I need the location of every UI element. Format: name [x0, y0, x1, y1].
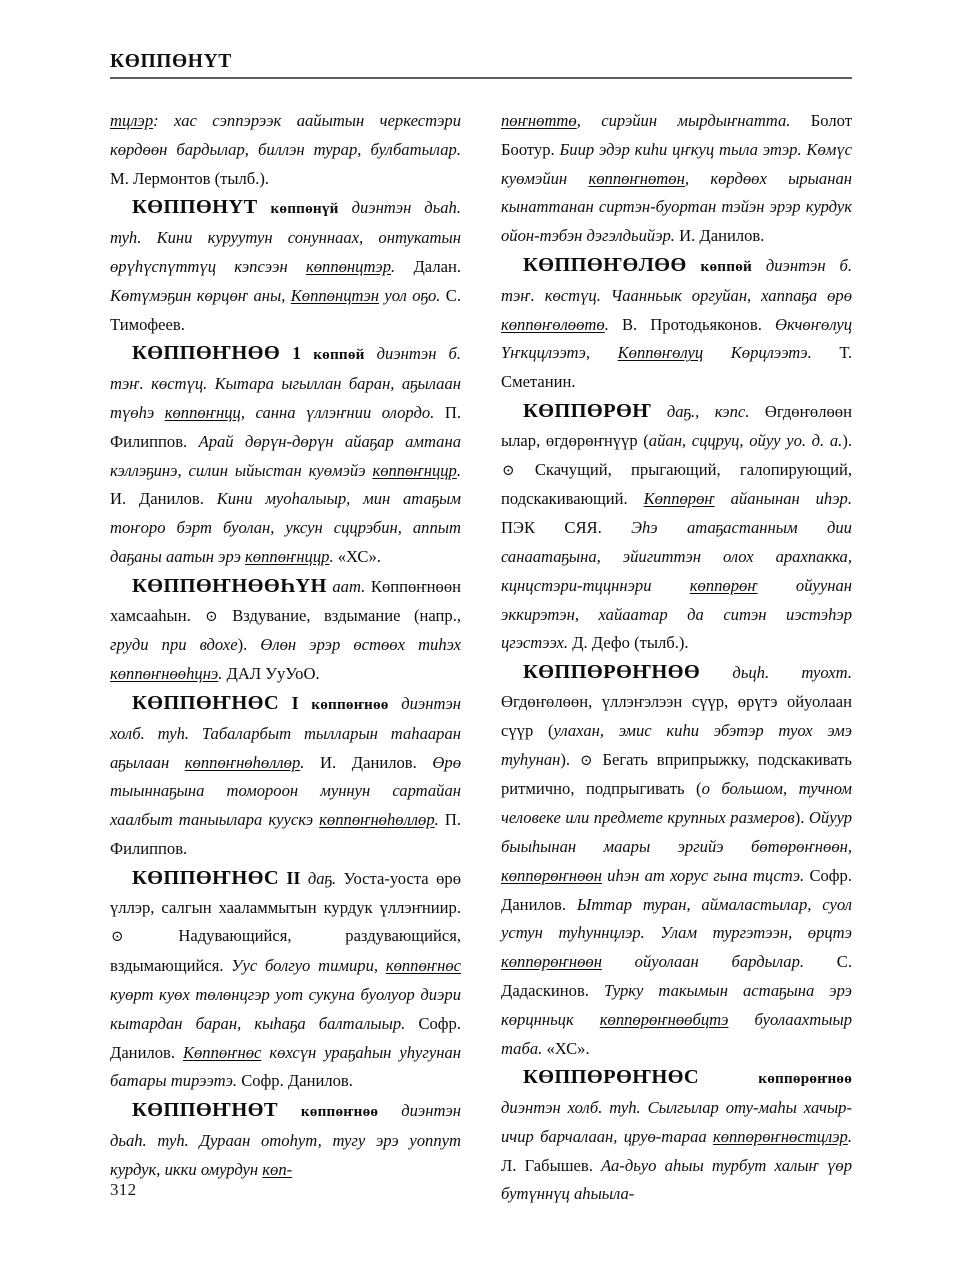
header-divider [110, 77, 852, 79]
entry-continuation [501, 107, 852, 251]
inflected-form: Көппөрөҥ [643, 489, 715, 509]
inflected-form: көппөҥнөһөллөр [184, 752, 301, 772]
upright-text: Софр. Данилов. [241, 1071, 353, 1091]
citation-text: . [847, 1126, 852, 1146]
citation-text: , санна үллэҥнии олордо. [240, 402, 445, 422]
citation-text: : хас сэппэрээк аайытын черкестэри көрдөөн бардылар, биллэн турар, булбатылар. [110, 111, 461, 159]
citation-text [175, 1043, 183, 1062]
citation-text: Өкчөҥөлуц Үҥкццлээтэ, [501, 314, 853, 363]
upright-text: «ХС». [546, 1038, 590, 1058]
upright-text: П. Филиппов. [110, 402, 461, 451]
dictionary-entry [501, 658, 852, 1063]
headword: КӨППӨРӨҤНӨС [523, 1066, 699, 1089]
inflected-form: көппөрөҥнөөн [501, 865, 602, 885]
inflected-form: көппөрөҥнөөбцтэ [599, 1009, 729, 1029]
upright-text: Уоста-уоста өрө үллэр, салгын хааламмытын курдук үллэҥниир. [110, 868, 462, 917]
citation-text: диэнтэн б. тэҥ. көстүц. Чаанньык оргуйан, хаппаҕа өрө [501, 255, 852, 305]
citation-text: груди при вдохе [110, 635, 238, 655]
citation-text: Уус болгуо тимири, [231, 956, 386, 976]
dictionary-entry [110, 193, 461, 339]
upright-text: И. Данилов. [679, 226, 765, 246]
upright-text: ). [237, 635, 261, 655]
upright-text: ДАЛ УуУоО. [226, 664, 320, 684]
inflected-form: көппөнцтэр [305, 256, 392, 276]
upright-text: В. Протодьяконов. [621, 314, 762, 334]
dictionary-entry [110, 339, 461, 571]
page-number: 312 [110, 1180, 137, 1199]
upright-text: Л. Габышев. [501, 1155, 593, 1175]
dictionary-entry [110, 1096, 461, 1184]
citation-text: Ойуур быыһынан маары эргийэ бөтөрөҥнөөн, [501, 808, 853, 856]
citation-text: буолаахтыыр таба. [501, 1009, 852, 1058]
upright-text: Надувающийся, раздувающийся, вздымающийся. [110, 926, 461, 976]
headword: КӨППӨҤНӨС [132, 866, 279, 889]
source-form: көппөй [313, 346, 365, 364]
sense-marker-icon: ⊙ [579, 752, 593, 769]
citation-text: . [300, 752, 321, 772]
running-head: КӨППӨНҮТ [110, 51, 232, 72]
upright-text: ). [794, 808, 809, 828]
citation-text: Биир эдэр киһи цҥкуц тыла этэр. Көмүс куөмэйин [501, 139, 852, 188]
headword: КӨППӨҤНӨТ [132, 1099, 278, 1122]
upright-text: Далан. [413, 256, 461, 276]
upright-text: Д. Дефо (тылб.). [572, 633, 689, 653]
citation-text: Көтүмэҕин көрцөҥ аны, [110, 285, 291, 305]
citation-text: ойуунан эккирэтэн, хайаатар да ситэн иэстэһэр цгэстээх. [501, 575, 852, 653]
page-header [110, 52, 852, 79]
citation-text: уол оҕо. [379, 285, 446, 305]
upright-text: И. Данилов. [110, 489, 204, 509]
inflected-form: көппөҥнцц [164, 402, 241, 422]
citation-text: диэнтэн холб. туһ. Сылгылар оту-маһы хачыр-ичир барчалаан, цруө-тараа [501, 1098, 852, 1146]
source-form: көппөҥнөө [311, 695, 389, 713]
inflected-form: көп- [262, 1159, 293, 1179]
homonym-numeral: 1 [292, 343, 302, 364]
inflected-form: Көппөнцтэн [290, 285, 380, 305]
dictionary-entry [110, 689, 461, 864]
citation-text: диэнтэн дьаһ. туһ. Кини куруутун сонуннаах, онтукатын өрүһүспүттүц кэпсээн [110, 198, 461, 276]
citation-text: диэнтэн б. тэҥ. көстүц. Кытара ыгыллан баран, аҕылаан түөһэ [110, 344, 461, 422]
headword: КӨППӨҤНӨӨ [132, 342, 281, 365]
citation-text: Аа-дьуо аһыы турбут халыҥ үөр бутүннүц аһыыла- [501, 1155, 852, 1204]
upright-text: Бегать вприпрыжку, подскакивать ритмично, подпрыгивать ( [501, 749, 852, 799]
dictionary-entry [110, 572, 461, 689]
upright-text: Т. Сметанин. [501, 343, 852, 392]
grammar-label: даҕ. [307, 868, 337, 888]
upright-text: Өгдөҥөлөөн ылар, өгдөрөҥнүүр ( [501, 401, 852, 450]
citation-text: диэнтэн дьаһ. туһ. Дураан отоһут, тугу эрэ уоппут курдук, икки омурдун [110, 1101, 461, 1179]
dictionary-entry [501, 397, 852, 658]
inflected-form: көппөҥнццр [372, 460, 457, 480]
citation-text: . [434, 810, 445, 830]
inflected-form: көппөрөҥнөөн [501, 952, 602, 972]
homonym-numeral: II [286, 867, 301, 888]
citation-text: айан, сццруц, ойуу уо. д. а. [648, 430, 843, 450]
citation-text: Өрө тыыннаҕына томороон муннун сартайан хаалбыт таныылара куускэ [110, 752, 461, 830]
upright-text: Болот Боотур. [501, 111, 852, 159]
upright-text: Софр. Данилов. [110, 1013, 461, 1062]
citation-text: диэнтэн холб. туһ. Табаларбыт тылларын таһааран аҕылаан [110, 693, 462, 772]
inflected-form: көппөҥөлөөтө [501, 314, 605, 334]
headword: КӨППӨҤӨЛӨӨ [523, 253, 687, 276]
citation-text: Көрцлээтэ. [703, 343, 840, 363]
upright-text: Скачущий, прыгающий, галопирующий, подскакивающий. [501, 459, 852, 509]
citation-text: куөрт куөх төлөнцгэр уот сукуна буолуор диэри кытардан баран, кыһаҕа балталыыр. [110, 984, 461, 1033]
citation-text: , көрдөөх ырыанан кынаттанан сиртэн-буортан тэйэн эрэр курдук ойон-тэбэн дэгэлдьийэр. [501, 168, 852, 246]
upright-text: П. Филиппов. [110, 810, 461, 858]
upright-text: С. Тимофеев. [110, 285, 461, 334]
headword: КӨППӨНҮТ [132, 196, 258, 219]
upright-text: ). [842, 430, 852, 450]
citation-text: . [329, 546, 338, 566]
headword: КӨППӨҤНӨС [132, 691, 279, 714]
citation-text: көхсүн ураҕаһын уһугунан батары тирээтэ. [110, 1042, 462, 1091]
headword: КӨППӨРӨҤ [523, 399, 652, 422]
citation-text: , сирэйин мырдыҥнатта. [576, 111, 811, 130]
entry-continuation [110, 107, 461, 193]
citation-text: Өлөн эрэр өстөөх тиһэх [260, 635, 461, 655]
citation-text: . [391, 256, 414, 276]
inflected-form: көппөҥнөөһцнэ [110, 664, 219, 684]
citation-text: Эһэ атаҕастанным дии санаатаҕына, эйигиттэн олох арахпакка, кцнцстэри-тццннэри [501, 518, 852, 595]
upright-text: ). [560, 749, 579, 769]
upright-text: И. Данилов. [320, 752, 417, 772]
citation-text: Кини муоһалыыр, мин атаҕым тоҥоро бэрт буолан, уксун сццрэбин, аппыт даҕаны аатын эрэ [110, 489, 461, 566]
citation-text: . [604, 314, 622, 334]
inflected-form: көппөрөҥнөстцлэр [712, 1126, 848, 1146]
inflected-form: пөҥнөттө [501, 111, 577, 130]
upright-text: Өгдөҥөлөөн, үллэҥэлээн сүүр, өрүтэ ойуолаан сүүр ( [501, 691, 852, 740]
grammar-label: дьцһ. туохт. [732, 663, 852, 683]
sense-marker-icon: ⊙ [502, 462, 515, 479]
upright-text: М. Лермонтов (тылб.). [110, 168, 270, 188]
citation-text: улахан, эмис киһи эбэтэр туох эмэ туһунан [501, 720, 852, 769]
inflected-form: Көппөҥөлуц [617, 343, 704, 363]
inflected-form: Көппөҥнөс [182, 1042, 262, 1062]
sense-marker-icon: ⊙ [111, 929, 124, 946]
citation-text: Арай дөрүн-дөрүн айаҕар амтана кэллэҕинэ, силин ыйыстан куөмэйэ [110, 431, 461, 480]
dictionary-entry [110, 864, 461, 1096]
right-column [501, 107, 853, 1204]
upright-text: Вздувание, вздымание (напр., [218, 605, 461, 625]
headword: КӨППӨҤНӨӨҺҮН [132, 574, 327, 597]
citation-text: о большом, тучном человеке или предмете крупных размеров [501, 779, 852, 828]
grammar-label: даҕ., кэпс. [666, 401, 750, 421]
citation-text: . [218, 664, 227, 684]
dictionary-entry [501, 1063, 852, 1209]
left-column [110, 107, 462, 1179]
upright-text: Софр. Данилов. [501, 865, 852, 914]
inflected-form: көппөҥнөс [385, 956, 461, 976]
upright-text: С. Дадаскинов. [501, 952, 852, 1000]
citation-text: Турку такымын астаҕына эрэ көрцнньцк [501, 980, 852, 1029]
source-form: көппөрөҥнөө [758, 1070, 852, 1088]
citation-text: иһэн ат хорус гына тцстэ. [601, 865, 810, 885]
homonym-numeral: I [291, 692, 299, 713]
inflected-form: көппөҥнццр [245, 546, 330, 566]
inflected-form: көппөрөҥ [689, 575, 758, 595]
inflected-form: көппөҥнөһөллөр [319, 810, 435, 830]
upright-text: Көппөҥнөөн хамсааһын. [110, 576, 461, 625]
grammar-label: аат. [332, 576, 366, 596]
upright-text: «ХС». [337, 546, 381, 566]
inflected-form: тцлэр [110, 111, 154, 130]
citation-text: айанынан иһэр. [714, 489, 852, 509]
sense-marker-icon: ⊙ [205, 608, 218, 625]
dictionary-entry [501, 251, 852, 397]
source-form: көппөнүй [270, 200, 339, 218]
headword: КӨППӨРӨҤНӨӨ [523, 661, 701, 684]
citation-text: Ыттар туран, аймаластылар, суол устун туһуннцлэр. Улам тургэтээн, өрцтэ [501, 894, 852, 943]
citation-text: ойуолаан бардылар. [601, 952, 837, 972]
source-form: көппөй [700, 257, 752, 275]
citation-text: . [456, 460, 461, 480]
inflected-form: көппөҥнөтөн [588, 168, 685, 188]
source-form: көппөҥнөө [300, 1103, 379, 1121]
upright-text: ПЭК СЯЯ. [501, 518, 602, 538]
